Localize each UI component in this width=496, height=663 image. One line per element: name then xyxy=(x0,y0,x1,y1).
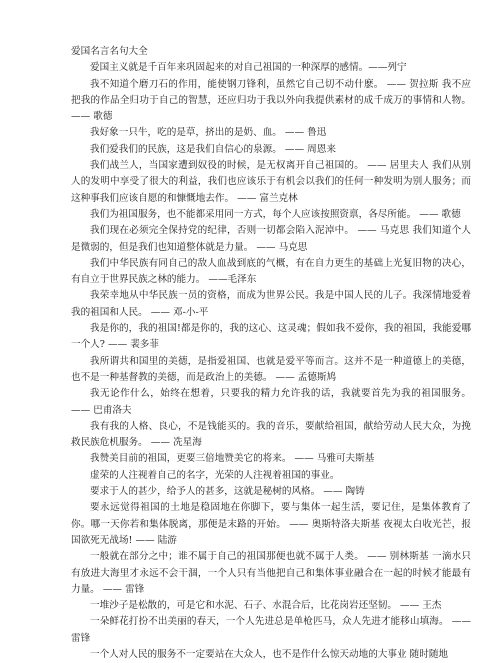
paragraph: 我们爱我们的民族，这是我们自信心的泉源。 —— 周恩来 xyxy=(90,143,336,155)
paragraph: 一般就在部分之中；谁不属于自己的祖国那便也就不属于人类。 —— 别林斯基 一滴水只有放进大海里才永远不会干涸，一个人只有当他把自己和集体事业融合在一起的时候才能最有力量。 —— 雷锋 xyxy=(71,551,471,595)
paragraph: 要永远觉得祖国的土地是稳固地在你脚下，要与集体一起生活，要记住，是集体教育了你。哪一天你若和集体脱离，那便是末路的开始。 —— 奥斯特洛夫斯基 夜视太白收光芒，报国欲死无战场! —— 陆游 xyxy=(71,502,471,546)
paragraph: 我们现在必须完全保持党的纪律，否则一切都会陷入泥淖中。 —— 马克思 我们知道个人是微弱的，但是我们也知道整体就是力量。 —— 马克思 xyxy=(71,225,471,253)
paragraph: 我好象一只牛，吃的是草，挤出的是奶、血。 —— 鲁迅 xyxy=(90,127,327,139)
paragraph: 一朵鲜花打扮不出美丽的春天，一个人先进总是单枪匹马，众人先进才能移山填海。 —— 雷锋 xyxy=(71,616,471,644)
paragraph: 一个人对人民的服务不一定要站在大众人，也不是作什么惊天动地的大事业 随时随地 xyxy=(90,648,449,660)
paragraph: 我是你的，我的祖国!都是你的，我的这心、这灵魂；假如我不爱你，我的祖国，我能爱哪一个人? —— 裴多菲 xyxy=(71,323,471,351)
paragraph: 我所谓共和国里的美德，是指爱祖国、也就是爱平等而言。这并不是一种道德上的美德，也不是一种基督教的美德，而是政治上的美德。 —— 孟德斯鸠 xyxy=(71,355,471,383)
paragraph: 爱国主义就是千百年来巩固起来的对自己祖国的一种深厚的感情。——列宁 xyxy=(90,62,407,74)
paragraph: 我不知道个磨刀石的作用，能使钢刀锋利，虽然它自己切不动什麽。 —— 贺拉斯 我不应把我的作品全归功于自己的智慧，还应归功于我以外向我提供素材的成千成万的事情和人物。 —— 歌德 xyxy=(71,78,471,123)
paragraph: 我们战兰人，当国家遭到奴役的时候，是无权离开自己祖国的。 —— 居里夫人 我们从别人的发明中享受了很大的利益，我们也应该乐于有机会以我们的任何一种发明为别人服务；而这种事我们应该自愿的和慷慨地去作。 —— 富兰克林 xyxy=(71,160,471,204)
document-title: 爱国名言名句大全 xyxy=(71,46,148,57)
paragraph: 我无论作什么，始终在想着，只要我的精力允许我的话，我就要首先为我的祖国服务。 —— 巴甫洛夫 xyxy=(71,388,471,416)
document-body xyxy=(71,44,471,663)
paragraph: 一堆沙子是松散的，可是它和水泥、石子、水混合后，比花岗岩还坚韧。 —— 王杰 xyxy=(90,600,442,612)
paragraph: 我们中华民族有同自己的敌人血战到底的气概，有在自力更生的基础上光复旧物的决心，有自立于世界民族之林的能力。 ——毛泽东 xyxy=(71,257,471,286)
paragraph: 我荣幸地从中华民族一员的资格，而成为世界公民。我是中国人民的儿子。我深情地爱着我的祖国和人民。 —— 邓-小-平 xyxy=(71,290,471,318)
paragraph: 我赞美目前的祖国，更要三倍地赞美它的将来。 —— 马雅可夫斯基 xyxy=(90,453,375,465)
paragraph: 要求于人的甚少，给予人的甚多，这就是秘树的风格。 —— 陶铸 xyxy=(90,486,365,498)
paragraph: 我们为祖国服务，也不能都采用同一方式，每个人应该按照资禀，各尽所能。 —— 歌德 xyxy=(90,208,461,220)
paragraph: 虚荣的人注视着自己的名字，光荣的人注视着祖国的事业。 xyxy=(90,469,340,481)
paragraph: 我有我的人格、良心，不是钱能买的。我的音乐，要献给祖国，献给劳动人民大众，为挽救民族危机服务。 —— 冼星海 xyxy=(71,420,471,449)
